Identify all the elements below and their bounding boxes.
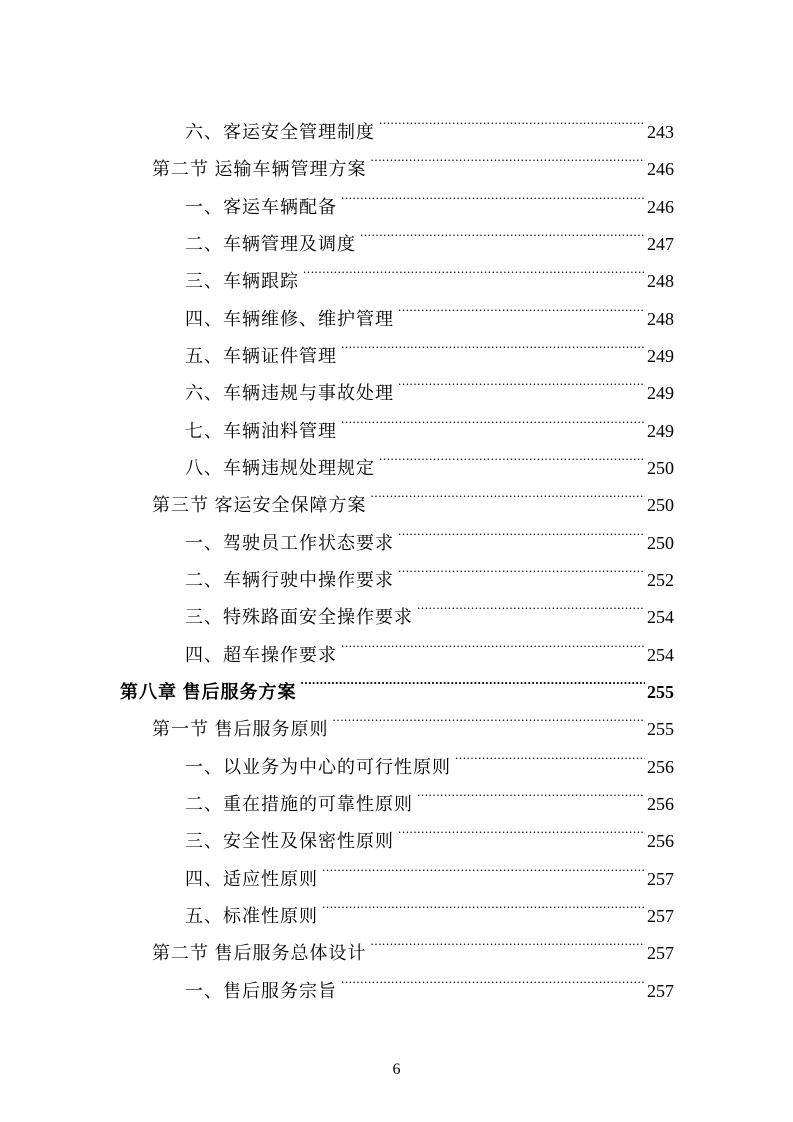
toc-section-entry[interactable] <box>152 138 674 180</box>
toc-subsection-entry[interactable] <box>185 773 674 814</box>
toc-entry-title: 一、客运车辆配备 <box>185 196 337 217</box>
toc-section-entry[interactable] <box>152 698 674 740</box>
dot-leader <box>379 101 645 138</box>
toc-entry-page: 250 <box>647 495 674 516</box>
dot-leader <box>398 362 645 399</box>
dot-leader <box>341 325 645 362</box>
toc-entry-page: 243 <box>647 122 674 142</box>
dot-leader <box>398 288 645 325</box>
dot-leader <box>417 586 645 623</box>
toc-section-entry[interactable] <box>152 922 674 964</box>
toc-entry-page: 248 <box>647 308 674 329</box>
toc-subsection-entry[interactable] <box>185 437 674 478</box>
dot-leader <box>322 848 645 885</box>
toc-entry-page: 246 <box>647 196 674 217</box>
toc-entry-title: 八、车辆违规处理规定 <box>185 457 375 478</box>
toc-entry-title: 五、标准性原则 <box>185 905 318 926</box>
toc-entry-page: 246 <box>647 159 674 180</box>
toc-entry-title: 第八章 售后服务方案 <box>120 681 297 702</box>
toc-section-entry[interactable] <box>152 474 674 516</box>
toc-entry-title: 四、超车操作要求 <box>185 644 337 665</box>
toc-subsection-entry[interactable] <box>185 810 674 852</box>
toc-subsection-entry[interactable] <box>185 176 674 217</box>
dot-leader <box>379 437 645 474</box>
toc-entry-title: 五、车辆证件管理 <box>185 345 337 366</box>
dot-leader <box>371 474 646 511</box>
dot-leader <box>371 922 646 959</box>
toc-entry-title: 第一节 售后服务原则 <box>152 719 329 740</box>
toc-entry-title: 一、驾驶员工作状态要求 <box>185 532 394 553</box>
toc-entry-title: 第二节 售后服务总体设计 <box>152 943 367 964</box>
toc-subsection-entry[interactable] <box>185 250 674 292</box>
toc-entry-page: 252 <box>647 569 674 590</box>
toc-subsection-entry[interactable] <box>185 101 674 142</box>
toc-subsection-entry[interactable] <box>185 960 674 1001</box>
toc-subsection-entry[interactable] <box>185 362 674 404</box>
dot-leader <box>333 698 646 735</box>
dot-leader <box>398 810 645 847</box>
toc-entry-title: 四、车辆维修、维护管理 <box>185 308 394 329</box>
toc-entry-title: 三、特殊路面安全操作要求 <box>185 607 413 628</box>
toc-entry-title: 六、客运安全管理制度 <box>185 122 375 142</box>
toc-entry-page: 248 <box>647 271 674 292</box>
toc-entry-page: 256 <box>647 831 674 852</box>
toc-entry-title: 六、车辆违规与事故处理 <box>185 383 394 404</box>
toc-entry-title: 一、以业务为中心的可行性原则 <box>185 756 451 777</box>
toc-entry-page: 249 <box>647 420 674 441</box>
toc-entry-title: 第二节 运输车辆管理方案 <box>152 159 367 180</box>
toc-entry-page: 254 <box>647 607 674 628</box>
dot-leader <box>301 661 646 698</box>
toc-entry-title: 三、车辆跟踪 <box>185 271 299 292</box>
toc-entry-page: 247 <box>647 233 674 254</box>
toc-subsection-entry[interactable] <box>185 288 674 329</box>
toc-chapter-entry[interactable] <box>120 661 674 702</box>
dot-leader <box>341 400 645 437</box>
dot-leader <box>341 624 645 661</box>
toc-subsection-entry[interactable] <box>185 213 674 254</box>
toc-entry-page: 257 <box>647 868 674 889</box>
toc-entry-title: 七、车辆油料管理 <box>185 420 337 441</box>
dot-leader <box>371 138 646 175</box>
toc-entry-page: 257 <box>647 905 674 926</box>
toc-entry-title: 一、售后服务宗旨 <box>185 980 337 1001</box>
toc-entry-title: 三、安全性及保密性原则 <box>185 831 394 852</box>
toc-entry-title: 二、车辆行驶中操作要求 <box>185 569 394 590</box>
toc-subsection-entry[interactable] <box>185 848 674 889</box>
toc-entry-page: 250 <box>647 532 674 553</box>
toc-subsection-entry[interactable] <box>185 736 674 777</box>
toc-entry-page: 249 <box>647 383 674 404</box>
toc-subsection-entry[interactable] <box>185 624 674 665</box>
toc-entry-page: 256 <box>647 793 674 814</box>
toc-subsection-entry[interactable] <box>185 512 674 553</box>
dot-leader <box>417 773 645 810</box>
page-number: 6 <box>392 1061 401 1078</box>
dot-leader <box>398 549 645 586</box>
toc-entry-title: 四、适应性原则 <box>185 868 318 889</box>
dot-leader <box>322 885 645 922</box>
toc-entry-page: 255 <box>647 681 674 702</box>
toc-subsection-entry[interactable] <box>185 549 674 590</box>
toc-entry-page: 257 <box>647 980 674 1001</box>
dot-leader <box>341 176 645 213</box>
toc-entry-page: 256 <box>647 756 674 777</box>
toc-subsection-entry[interactable] <box>185 325 674 366</box>
toc-subsection-entry[interactable] <box>185 586 674 628</box>
toc-entry-page: 249 <box>647 345 674 366</box>
toc-entry-title: 二、重在措施的可靠性原则 <box>185 793 413 814</box>
toc-entry-page: 250 <box>647 457 674 478</box>
toc-entry-title: 二、车辆管理及调度 <box>185 233 356 254</box>
dot-leader <box>341 960 645 997</box>
toc-entry-page: 257 <box>647 943 674 964</box>
toc-entry-title: 第三节 客运安全保障方案 <box>152 495 367 516</box>
dot-leader <box>455 736 645 773</box>
toc-entry-page: 255 <box>647 719 674 740</box>
dot-leader <box>303 250 645 287</box>
toc-entry-page: 254 <box>647 644 674 665</box>
toc-subsection-entry[interactable] <box>185 400 674 441</box>
dot-leader <box>398 512 645 549</box>
dot-leader <box>360 213 645 250</box>
toc-subsection-entry[interactable] <box>185 885 674 926</box>
